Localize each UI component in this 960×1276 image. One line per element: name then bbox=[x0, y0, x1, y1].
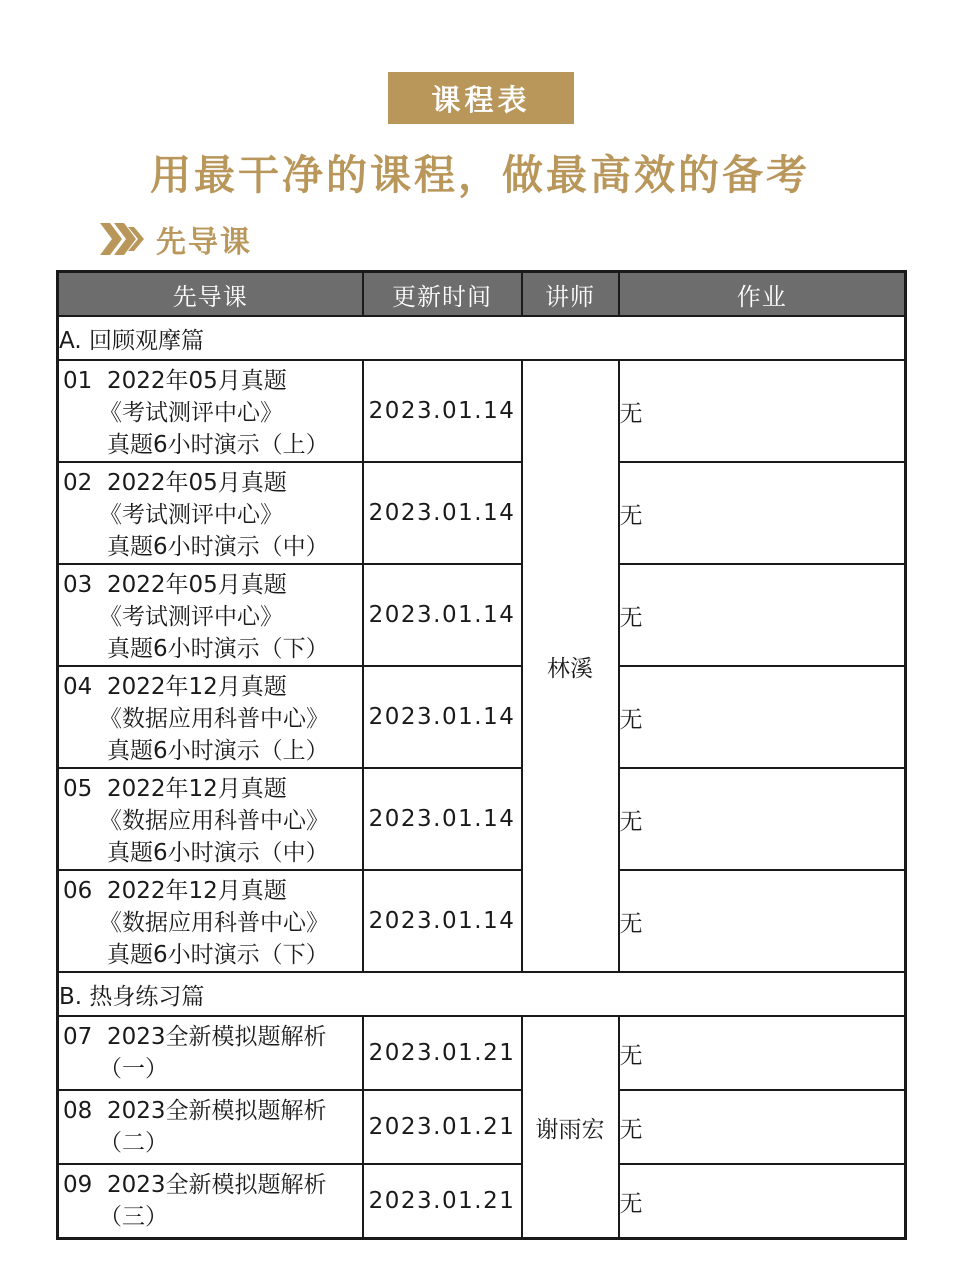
homework-value: 无 bbox=[619, 768, 906, 870]
teacher-name: 林溪 bbox=[522, 360, 619, 972]
course-number: 08 bbox=[63, 1098, 93, 1124]
header-homework: 作业 bbox=[619, 272, 906, 317]
table-row bbox=[58, 564, 906, 666]
header-course: 先导课 bbox=[58, 272, 363, 317]
course-number: 05 bbox=[63, 776, 93, 802]
header-update-time: 更新时间 bbox=[363, 272, 522, 317]
update-date: 2023.01.14 bbox=[363, 564, 522, 666]
teacher-name: 谢雨宏 bbox=[522, 1016, 619, 1239]
course-name-cell bbox=[58, 1164, 363, 1239]
course-title-line: （三） bbox=[99, 1204, 168, 1230]
course-name-cell bbox=[58, 1016, 363, 1090]
header-teacher: 讲师 bbox=[522, 272, 619, 317]
homework-value: 无 bbox=[619, 1164, 906, 1239]
table-row bbox=[58, 1164, 906, 1239]
section-label: B. 热身练习篇 bbox=[58, 972, 906, 1016]
course-title-line: 2022年12月真题 bbox=[107, 776, 287, 802]
course-title-line: 2022年12月真题 bbox=[107, 878, 287, 904]
course-title-line: 真题6小时演示（中） bbox=[107, 840, 329, 866]
course-name-cell bbox=[58, 870, 363, 972]
update-date: 2023.01.21 bbox=[363, 1164, 522, 1239]
table-row bbox=[58, 768, 906, 870]
course-name-cell bbox=[58, 1090, 363, 1164]
course-title-line: 《考试测评中心》 bbox=[99, 604, 283, 630]
course-title-line: 2023全新模拟题解析 bbox=[107, 1024, 327, 1050]
table-row bbox=[58, 1016, 906, 1090]
table-row bbox=[58, 870, 906, 972]
table-header-row bbox=[58, 272, 906, 317]
course-number: 01 bbox=[63, 368, 93, 394]
update-date: 2023.01.14 bbox=[363, 870, 522, 972]
course-name-cell bbox=[58, 462, 363, 564]
update-date: 2023.01.14 bbox=[363, 360, 522, 462]
headline: 用最干净的课程，做最高效的备考 bbox=[150, 151, 810, 199]
schedule-badge: 课程表 bbox=[388, 72, 574, 124]
course-title-line: 真题6小时演示（下） bbox=[107, 636, 329, 662]
course-title-line: 2023全新模拟题解析 bbox=[107, 1172, 327, 1198]
course-title-line: 真题6小时演示（下） bbox=[107, 942, 329, 968]
course-title-line: （二） bbox=[99, 1130, 168, 1156]
course-title-line: 《数据应用科普中心》 bbox=[99, 910, 329, 936]
update-date: 2023.01.21 bbox=[363, 1016, 522, 1090]
table-row bbox=[58, 462, 906, 564]
course-title-line: 真题6小时演示（上） bbox=[107, 738, 329, 764]
section-row bbox=[58, 316, 906, 360]
table-row bbox=[58, 1090, 906, 1164]
homework-value: 无 bbox=[619, 870, 906, 972]
update-date: 2023.01.14 bbox=[363, 462, 522, 564]
homework-value: 无 bbox=[619, 1016, 906, 1090]
homework-value: 无 bbox=[619, 666, 906, 768]
course-number: 07 bbox=[63, 1024, 93, 1050]
course-title-line: 《数据应用科普中心》 bbox=[99, 808, 329, 834]
course-schedule-table bbox=[56, 270, 907, 1240]
homework-value: 无 bbox=[619, 1090, 906, 1164]
course-title-line: 《考试测评中心》 bbox=[99, 400, 283, 426]
course-number: 02 bbox=[63, 470, 93, 496]
course-title-line: 2022年05月真题 bbox=[107, 572, 287, 598]
course-title-line: 2022年05月真题 bbox=[107, 368, 287, 394]
course-number: 03 bbox=[63, 572, 93, 598]
course-name-cell bbox=[58, 666, 363, 768]
update-date: 2023.01.14 bbox=[363, 666, 522, 768]
course-name-cell bbox=[58, 768, 363, 870]
course-number: 06 bbox=[63, 878, 93, 904]
course-title-line: 2022年12月真题 bbox=[107, 674, 287, 700]
course-number: 09 bbox=[63, 1172, 93, 1198]
course-name-cell bbox=[58, 564, 363, 666]
course-title-line: （一） bbox=[99, 1056, 168, 1082]
course-title-line: 真题6小时演示（中） bbox=[107, 534, 329, 560]
course-title-line: 2022年05月真题 bbox=[107, 470, 287, 496]
course-number: 04 bbox=[63, 674, 93, 700]
course-name-cell bbox=[58, 360, 363, 462]
homework-value: 无 bbox=[619, 564, 906, 666]
table-row bbox=[58, 360, 906, 462]
section-label: A. 回顾观摩篇 bbox=[58, 316, 906, 360]
course-title-line: 2023全新模拟题解析 bbox=[107, 1098, 327, 1124]
course-title-line: 《考试测评中心》 bbox=[99, 502, 283, 528]
section-row bbox=[58, 972, 906, 1016]
course-title-line: 《数据应用科普中心》 bbox=[99, 706, 329, 732]
update-date: 2023.01.14 bbox=[363, 768, 522, 870]
chevron-arrows-icon bbox=[100, 221, 148, 257]
section-header bbox=[100, 218, 252, 260]
table-row bbox=[58, 666, 906, 768]
update-date: 2023.01.21 bbox=[363, 1090, 522, 1164]
homework-value: 无 bbox=[619, 360, 906, 462]
section-title: 先导课 bbox=[156, 225, 252, 260]
course-title-line: 真题6小时演示（上） bbox=[107, 432, 329, 458]
homework-value: 无 bbox=[619, 462, 906, 564]
